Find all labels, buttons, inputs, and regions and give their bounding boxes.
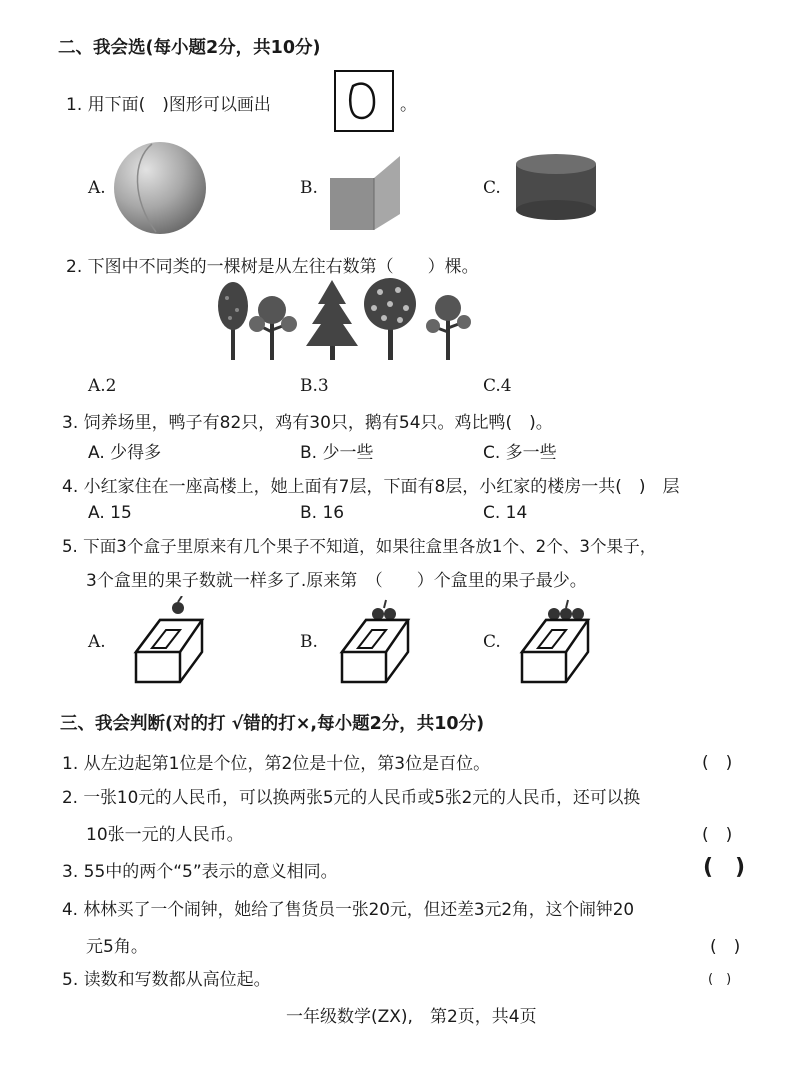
judge-item-2-text: 2. 一张10元的人民币，可以换两张5元的人民币或5张2元的人民币，还可以换 [62, 787, 641, 807]
section2-heading: 二、我会选(每小题2分，共10分) [58, 38, 321, 58]
q1-option-b: B. [300, 178, 318, 198]
section3-heading: 三、我会判断(对的打 √错的打×,每小题2分，共10分) [60, 714, 485, 734]
judge-item-2-paren[interactable]: ( ) [702, 825, 733, 845]
q1-text: 1. 用下面( )图形可以画出 [66, 95, 271, 115]
tree-4-icon [364, 278, 416, 360]
q3-option-c: C. 多一些 [483, 443, 557, 463]
q1-option-c: C. [483, 178, 501, 198]
q3-text: 3. 饲养场里，鸭子有82只，鸡有30只，鹅有54只。鸡比鸭( )。 [62, 413, 553, 433]
cylinder-figure [513, 152, 599, 227]
q5-line2: 3个盒里的果子数就一样多了.原来第 （ ）个盒里的果子最少。 [86, 571, 587, 591]
q4-option-a: A. 15 [88, 503, 132, 523]
q2-option-a: A.2 [88, 376, 117, 396]
q3-option-a: A. 少得多 [88, 443, 162, 463]
q5-option-a: A. [88, 632, 106, 652]
q1-period: 。 [400, 95, 417, 115]
q1-target-figure [334, 70, 394, 137]
judge-item-5-paren[interactable]: ( ) [708, 972, 732, 987]
q3-option-b: B. 少一些 [300, 443, 374, 463]
judge-item-4-text-cont: 元5角。 [86, 937, 148, 957]
tree-1-icon [218, 282, 248, 360]
judge-item-4-text: 4. 林林买了一个闹钟，她给了售货员一张20元，但还差3元2角，这个闹钟20 [62, 899, 635, 919]
box-figure [328, 154, 404, 239]
judge-item-1-text: 1. 从左边起第1位是个位，第2位是十位，第3位是百位。 [62, 754, 491, 774]
q4-option-c: C. 14 [483, 503, 528, 523]
fruit-box-c-figure [516, 596, 596, 689]
judge-item-3-text: 3. 55中的两个“5”表示的意义相同。 [62, 862, 338, 882]
q4-text: 4. 小红家住在一座高楼上，她上面有7层，下面有8层，小红家的楼房一共( ) 层 [62, 477, 680, 497]
judge-item-2-text-cont: 10张一元的人民币。 [86, 825, 244, 845]
fruit-box-b-figure [336, 596, 416, 689]
q5-line1: 5. 下面3个盒子里原来有几个果子不知道，如果往盒里各放1个、2个、3个果子， [62, 537, 657, 556]
judge-item-5-text: 5. 读数和写数都从高位起。 [62, 970, 271, 990]
tree-5-icon [426, 295, 471, 360]
tree-3-icon [306, 280, 358, 360]
judge-item-3-paren[interactable]: ( ) [703, 855, 746, 880]
tree-2-icon [249, 296, 297, 360]
q2-text: 2. 下图中不同类的一棵树是从左往右数第（ ）棵。 [66, 257, 479, 277]
q2-option-c: C.4 [483, 376, 512, 396]
fruit-box-a-figure [130, 596, 210, 689]
judge-item-1-paren[interactable]: ( ) [702, 753, 733, 773]
q5-option-c: C. [483, 632, 501, 652]
judge-item-4-paren[interactable]: ( ) [710, 937, 741, 957]
trees-figure [212, 278, 474, 367]
q2-option-b: B.3 [300, 376, 329, 396]
q1-option-a: A. [88, 178, 106, 198]
page-footer: 一年级数学(ZX), 第2页，共4页 [286, 1007, 537, 1027]
q5-option-b: B. [300, 632, 318, 652]
sphere-figure [112, 140, 208, 241]
q4-option-b: B. 16 [300, 503, 345, 523]
